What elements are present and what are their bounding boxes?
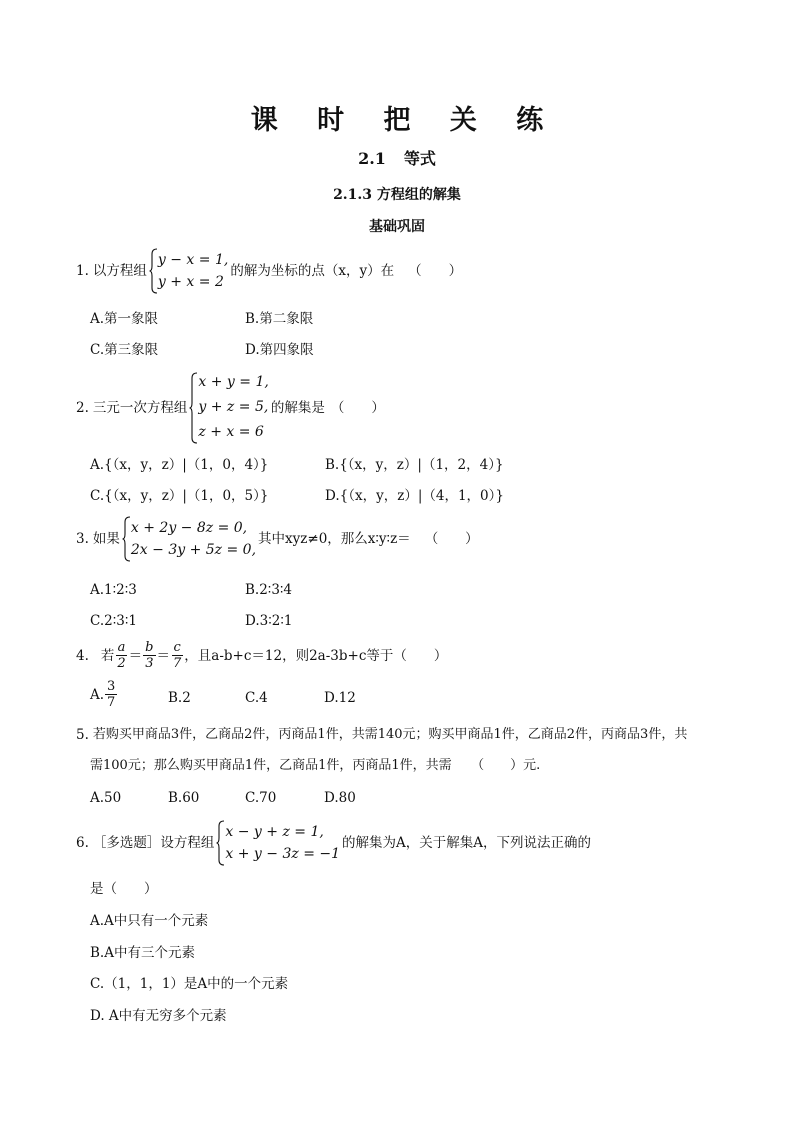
option-b: B.2∶3∶4 xyxy=(245,582,293,598)
question-3 xyxy=(76,516,479,562)
option-c: C.（1，1，1）是A中的一个元素 xyxy=(90,976,289,992)
option-b: B.A中有三个元素 xyxy=(90,945,195,961)
equation-3: z + x = 6 xyxy=(198,424,264,440)
answer-blank: （ ） xyxy=(330,399,385,416)
answer-blank: （ ） xyxy=(424,531,479,547)
fraction-b-over-3: $\frac{b}{3}$ xyxy=(145,640,154,671)
option-d: D.3∶2∶1 xyxy=(245,613,293,629)
equation-2: x + y − 3z = −1 xyxy=(225,846,341,862)
question-lead: 如果 xyxy=(92,531,120,547)
option-label: A. xyxy=(90,686,105,703)
page-title: 课 时 把 关 练 xyxy=(250,105,559,136)
equation-1: x + y = 1, xyxy=(198,374,269,390)
option-d: D. A中有无穷多个元素 xyxy=(90,1008,227,1024)
question-number: 1. xyxy=(76,263,89,279)
equation-lines xyxy=(225,821,340,865)
option-a: A.{（x，y，z）|（1，0，4）} xyxy=(90,457,269,473)
question-tail: 其中xyz≠0，那么x∶y∶z＝ xyxy=(258,531,411,547)
option-c: C.4 xyxy=(245,690,268,706)
question-1 xyxy=(76,248,462,294)
question-number: 4. xyxy=(76,647,89,664)
section-heading xyxy=(0,146,794,169)
fraction-c-over-7: $\frac{c}{7}$ xyxy=(173,640,182,671)
answer-blank: （ ） xyxy=(408,263,463,279)
question-lead: 以方程组 xyxy=(92,263,147,279)
equation-1: y − x = 1, xyxy=(157,252,229,268)
equals-sign: ＝ xyxy=(128,647,143,664)
equation-2: y + z = 5, xyxy=(198,399,269,415)
left-brace-icon xyxy=(216,820,225,866)
option-b: B.2 xyxy=(168,690,191,706)
equals-sign: ＝ xyxy=(156,647,170,664)
fraction-3-over-7: $\frac{3}{7}$ xyxy=(107,679,116,710)
option-b: B.{（x，y，z）|（1，2，4）} xyxy=(325,457,504,473)
section-name: 等式 xyxy=(403,149,436,168)
question-tail: 的解为坐标的点（x，y）在 xyxy=(230,263,395,279)
option-a: A.A中只有一个元素 xyxy=(90,913,209,929)
question-lead: ［多选题］设方程组 xyxy=(92,835,215,851)
equation-lines xyxy=(131,517,256,561)
question-line-2: 需100元；那么购买甲商品1件，乙商品1件，丙商品1件，共需 （ ）元. xyxy=(90,758,541,773)
question-line-2: 是（ ） xyxy=(90,881,158,897)
question-tail: ，且a-b+c＝12，则2a-3b+c等于（ ） xyxy=(184,647,448,664)
option-b: B.第二象限 xyxy=(245,311,314,327)
option-c: C.70 xyxy=(245,790,277,806)
equation-2: 2x − 3y + 5z = 0, xyxy=(130,542,257,558)
option-b: B.60 xyxy=(168,790,200,806)
option-d: D.80 xyxy=(324,790,356,806)
question-6 xyxy=(76,820,591,866)
question-4 xyxy=(76,640,447,671)
question-tail: 的解集是 xyxy=(270,399,325,416)
fraction-a-over-2: $\frac{a}{2}$ xyxy=(117,640,126,671)
subsection-heading: 2.1.3 方程组的解集 xyxy=(333,187,461,203)
option-a xyxy=(90,679,118,710)
left-brace-icon xyxy=(122,516,131,562)
question-5 xyxy=(76,725,687,745)
equation-lines xyxy=(158,249,228,293)
question-lead: 若 xyxy=(100,647,115,664)
equation-1: x + 2y − 8z = 0, xyxy=(130,520,248,536)
question-2 xyxy=(76,370,385,445)
question-number: 6. xyxy=(76,835,89,851)
equation-1: x − y + z = 1, xyxy=(225,824,324,840)
option-c: C.{（x，y，z）|（1，0，5）} xyxy=(90,488,269,504)
option-d: D.{（x，y，z）|（4，1，0）} xyxy=(325,488,504,504)
question-tail: 的解集为A，关于解集A，下列说法正确的 xyxy=(342,835,592,851)
left-brace-icon xyxy=(149,248,158,294)
part-heading: 基础巩固 xyxy=(369,219,425,235)
section-number: 2.1 xyxy=(358,149,386,168)
option-a: A.1∶2∶3 xyxy=(90,582,137,598)
equation-system xyxy=(216,820,340,866)
question-number: 5. xyxy=(76,727,89,743)
equation-system xyxy=(149,248,228,294)
equation-system xyxy=(122,516,256,562)
equation-2: y + x = 2 xyxy=(157,274,224,290)
option-d: D.12 xyxy=(324,690,356,706)
question-line-1: 若购买甲商品3件，乙商品2件，丙商品1件，共需140元；购买甲商品1件，乙商品2件，丙商品3件，共 xyxy=(92,727,688,742)
question-lead: 三元一次方程组 xyxy=(92,399,188,416)
question-number: 3. xyxy=(76,531,89,547)
question-number: 2. xyxy=(76,399,89,416)
option-c: C.2∶3∶1 xyxy=(90,613,137,629)
option-d: D.第四象限 xyxy=(245,342,314,358)
option-a: A.50 xyxy=(90,790,122,806)
option-c: C.第三象限 xyxy=(90,342,159,358)
equation-lines xyxy=(198,370,268,445)
option-a: A.第一象限 xyxy=(90,311,159,327)
equation-system xyxy=(189,370,268,445)
